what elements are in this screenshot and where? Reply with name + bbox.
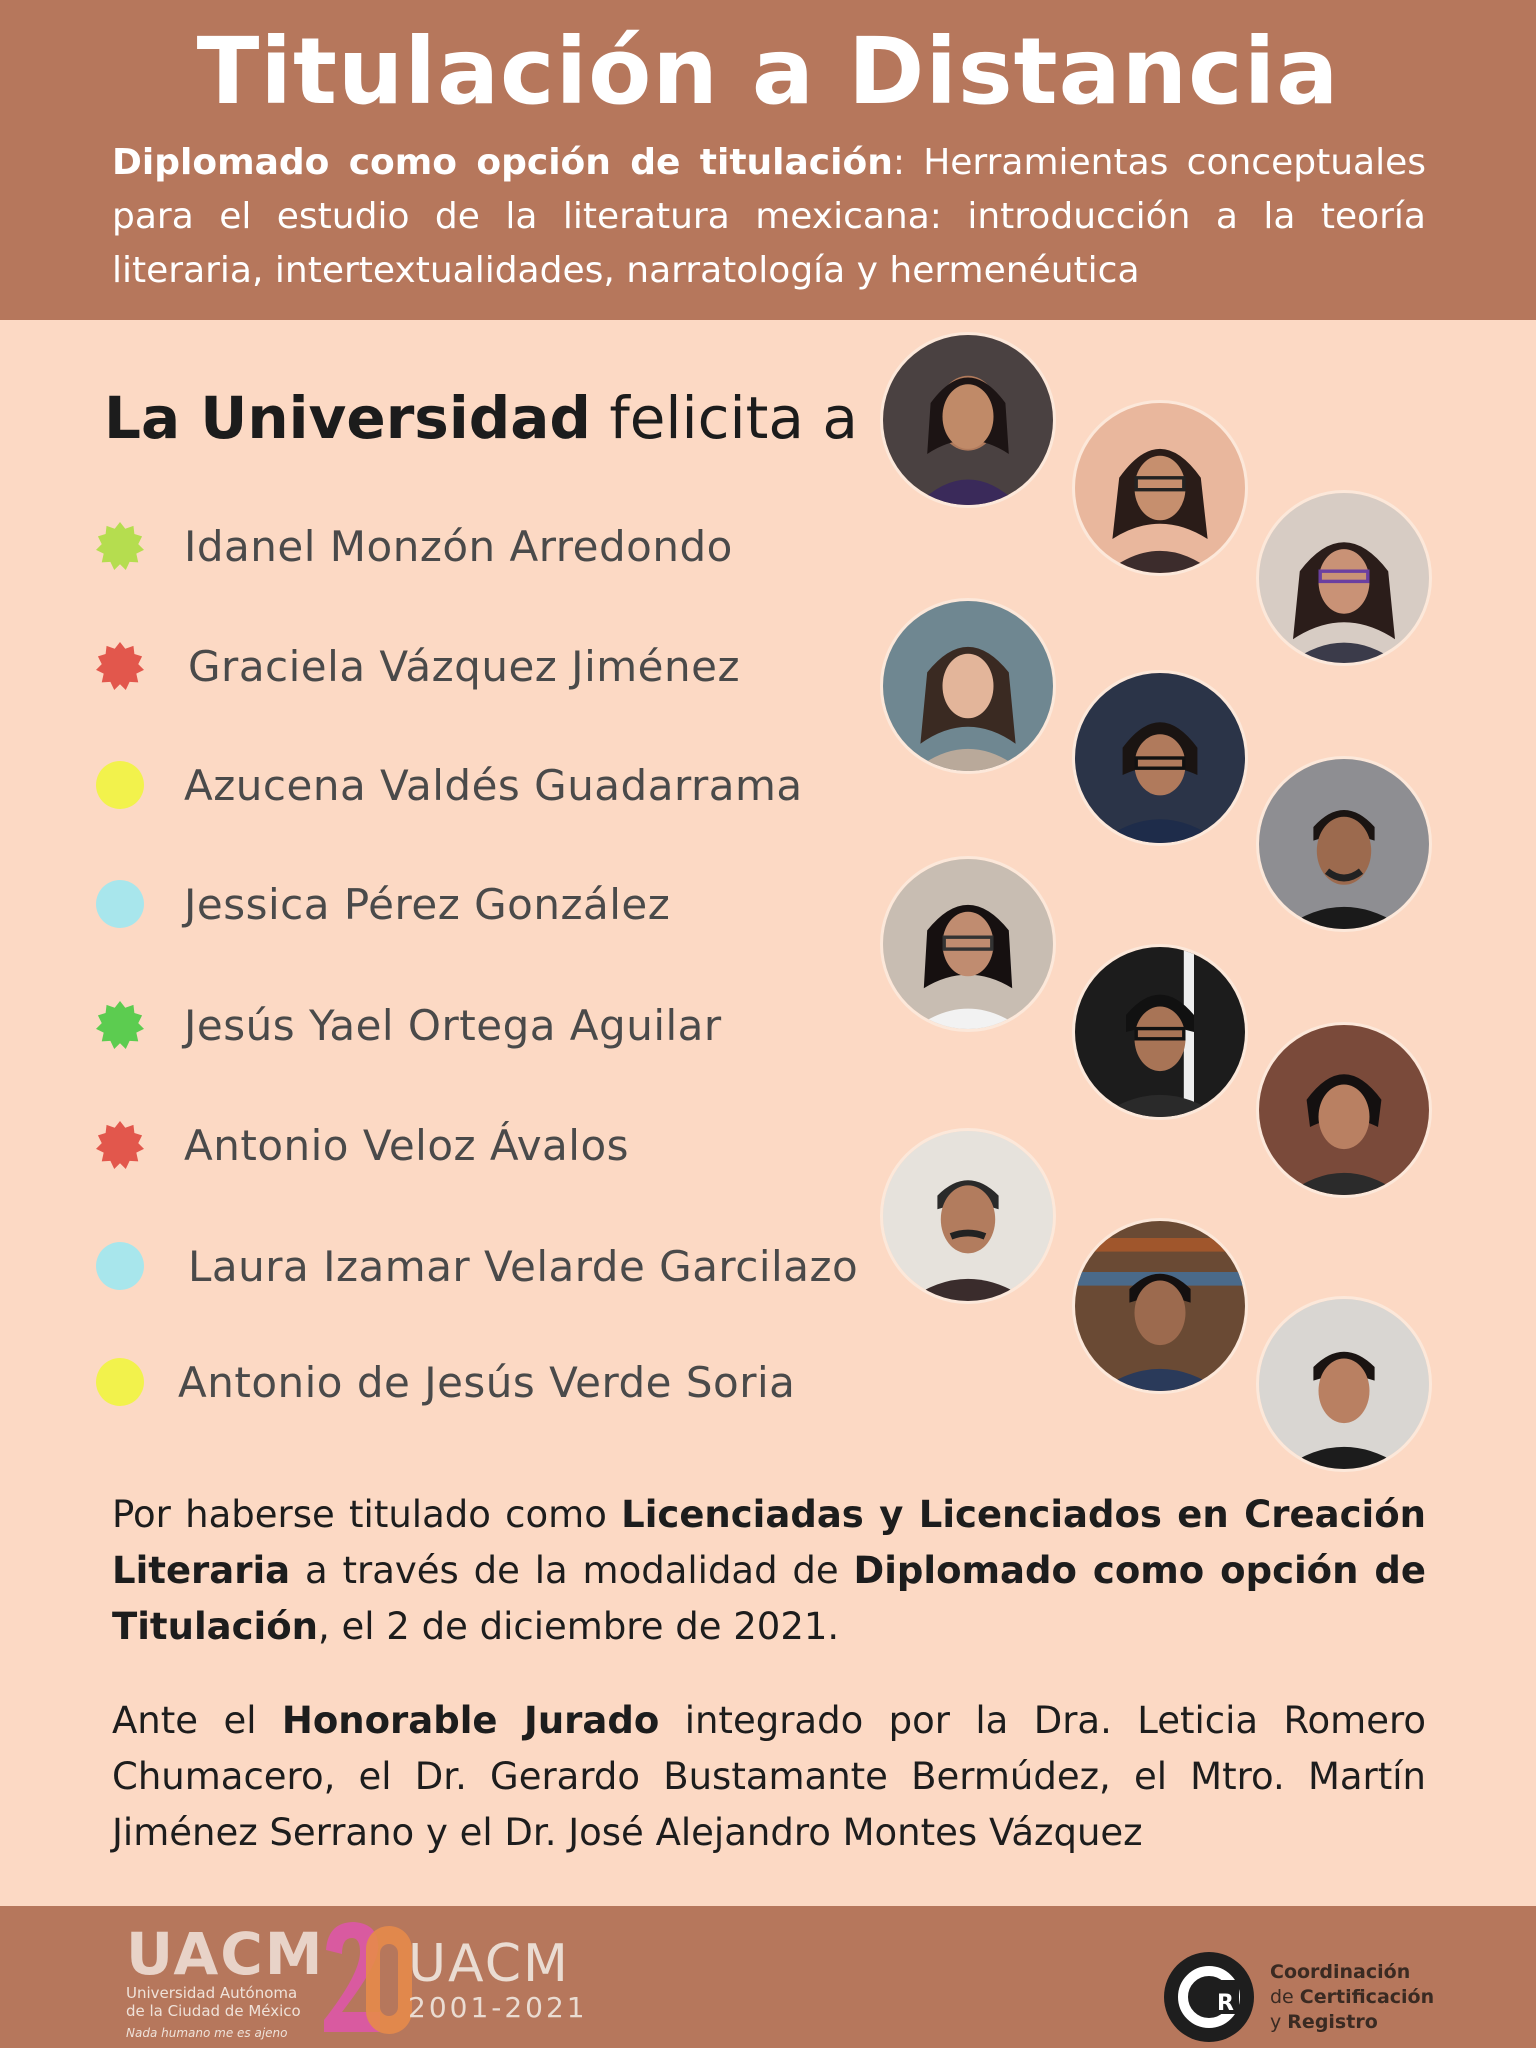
anniversary-title: UACM bbox=[408, 1934, 570, 1994]
graduate-photo bbox=[880, 1128, 1056, 1304]
circle-icon bbox=[96, 1358, 144, 1406]
subtitle-bold: Diplomado como opción de titulación bbox=[112, 142, 893, 183]
graduate-photo bbox=[1072, 670, 1248, 846]
graduate-name: Jessica Pérez González bbox=[184, 879, 671, 929]
header-banner bbox=[0, 0, 1536, 320]
cr-line3-bold: Registro bbox=[1287, 2011, 1378, 2033]
cr-line1: Coordinación bbox=[1270, 1961, 1411, 1983]
paragraph-bold: Licenciadas y Licenciados en Creación Literaria bbox=[112, 1493, 1426, 1592]
graduate-name: Idanel Monzón Arredondo bbox=[184, 521, 733, 571]
badge-icon bbox=[96, 522, 144, 570]
list-item bbox=[96, 1352, 876, 1412]
list-item bbox=[96, 874, 876, 934]
graduate-name: Laura Izamar Velarde Garcilazo bbox=[188, 1241, 859, 1291]
list-item bbox=[96, 516, 876, 576]
cr-logo-text bbox=[1270, 1960, 1434, 2035]
graduate-photo bbox=[1256, 756, 1432, 932]
twenty-anniversary-icon bbox=[320, 1916, 416, 2042]
circle-icon bbox=[96, 880, 144, 928]
jury-paragraph bbox=[112, 1693, 1426, 1861]
graduate-photo bbox=[1256, 1022, 1432, 1198]
graduation-paragraph bbox=[112, 1487, 1426, 1655]
graduate-name: Azucena Valdés Guadarrama bbox=[184, 760, 803, 810]
svg-text:R: R bbox=[1217, 1991, 1234, 2016]
anniversary-years: 2001-2021 bbox=[408, 1991, 588, 2024]
graduate-photo bbox=[1072, 944, 1248, 1120]
circle-icon bbox=[96, 1242, 144, 1290]
anniversary-logo bbox=[408, 1936, 588, 2024]
list-item bbox=[96, 1115, 876, 1175]
list-item bbox=[96, 755, 876, 815]
graduate-photo bbox=[880, 598, 1056, 774]
uacm-logo-text: UACM bbox=[126, 1920, 325, 1988]
cr-line2-bold: Certificación bbox=[1299, 1986, 1435, 2008]
uacm-motto: Nada humano me es ajeno bbox=[126, 2026, 288, 2040]
badge-icon bbox=[96, 1001, 144, 1049]
page-title: Titulación a Distancia bbox=[196, 18, 1340, 125]
graduate-photo bbox=[880, 332, 1056, 508]
paragraph-bold: Honorable Jurado bbox=[281, 1699, 660, 1742]
list-item bbox=[96, 1236, 876, 1296]
cr-line3-pre: y bbox=[1270, 2011, 1288, 2033]
uacm-name-line2: de la Ciudad de México bbox=[126, 2002, 301, 2020]
graduate-photo bbox=[1256, 490, 1432, 666]
list-item bbox=[96, 995, 876, 1055]
list-item bbox=[96, 636, 876, 696]
graduate-name: Antonio de Jesús Verde Soria bbox=[178, 1357, 796, 1407]
congrats-heading bbox=[104, 384, 858, 452]
congrats-bold: La Universidad bbox=[104, 384, 591, 452]
badge-icon bbox=[96, 642, 144, 690]
uacm-logo bbox=[126, 1920, 326, 2040]
subtitle-text: : Herramientas conceptuales para el estudio de la literatura mexicana: introducción a la teoría literaria, intertextualidades, narratología y hermenéutica bbox=[112, 142, 1426, 291]
paragraph-bold: Diplomado como opción de Titulación bbox=[112, 1549, 1426, 1648]
footer-banner bbox=[0, 1906, 1536, 2048]
paragraph-text: integrado por la Dra. Leticia Romero Chumacero, el Dr. Gerardo Bustamante Bermúdez, el Mtro. Martín Jiménez Serrano y el Dr. José Alejandro Montes Vázquez bbox=[112, 1699, 1427, 1854]
graduate-photo bbox=[1256, 1296, 1432, 1472]
graduate-photo bbox=[880, 856, 1056, 1032]
cr-logo-icon bbox=[1162, 1950, 1256, 2044]
graduate-photo bbox=[1072, 400, 1248, 576]
page-subtitle bbox=[112, 136, 1426, 298]
graduate-photo bbox=[1072, 1218, 1248, 1394]
uacm-name-line1: Universidad Autónoma bbox=[126, 1984, 298, 2002]
cr-line2-pre: de bbox=[1270, 1986, 1300, 2008]
graduate-name: Antonio Veloz Ávalos bbox=[184, 1120, 630, 1170]
paragraph-text: a través de la modalidad de bbox=[290, 1549, 854, 1592]
paragraph-text: Por haberse titulado como bbox=[112, 1493, 622, 1536]
circle-icon bbox=[96, 761, 144, 809]
graduate-name: Jesús Yael Ortega Aguilar bbox=[184, 1000, 722, 1050]
paragraph-text: Ante el bbox=[112, 1699, 282, 1742]
graduate-name: Graciela Vázquez Jiménez bbox=[188, 641, 740, 691]
congrats-rest: felicita a bbox=[590, 384, 858, 452]
badge-icon bbox=[96, 1121, 144, 1169]
paragraph-text: , el 2 de diciembre de 2021. bbox=[317, 1605, 840, 1648]
